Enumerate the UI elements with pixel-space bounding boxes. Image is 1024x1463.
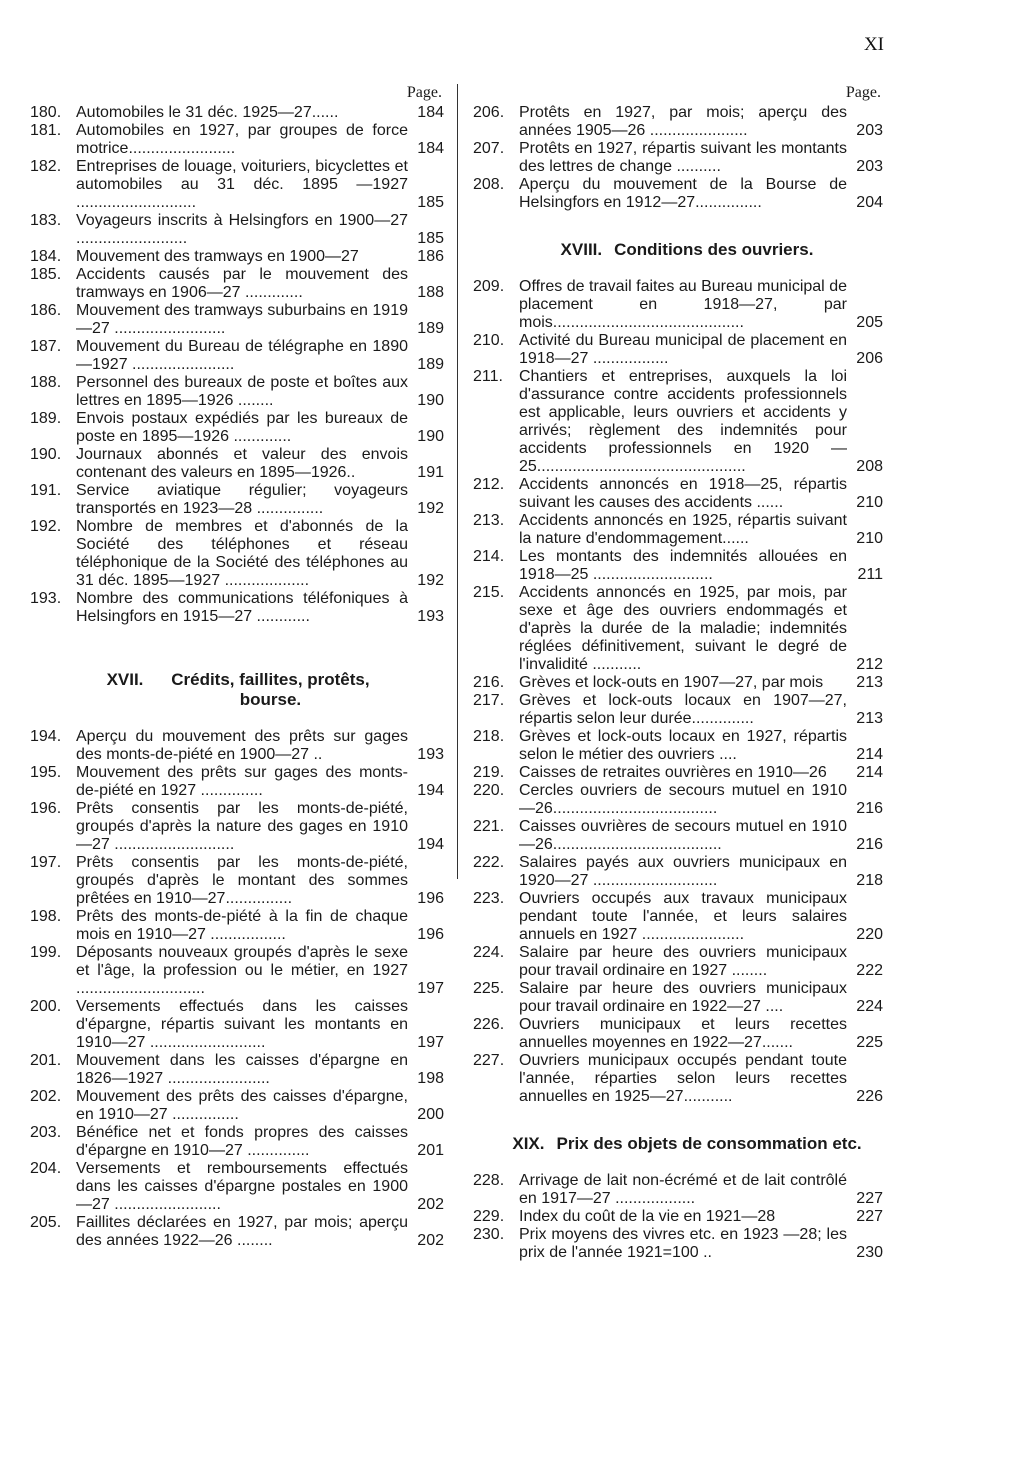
entry-number: 188. xyxy=(30,374,62,391)
toc-entry xyxy=(30,302,444,338)
entry-page: 213 xyxy=(856,674,883,691)
entry-page: 186 xyxy=(417,248,444,265)
entry-page: 220 xyxy=(856,926,883,943)
entry-page: 188 xyxy=(417,284,444,301)
entry-number: 196. xyxy=(30,800,62,817)
toc-entry xyxy=(30,764,444,800)
entry-title: Personnel des bureaux de poste et boîtes aux lettres en 1895—1926 ........ xyxy=(76,374,408,409)
entry-number: 222. xyxy=(473,854,505,871)
entry-number: 186. xyxy=(30,302,62,319)
toc-entry xyxy=(473,368,883,476)
entry-number: 194. xyxy=(30,728,62,745)
toc-entry xyxy=(473,1226,883,1262)
toc-entry xyxy=(30,104,444,122)
toc-entry xyxy=(30,338,444,374)
entry-title: Protêts en 1927, par mois; aperçu des années 1905—26 ...................... xyxy=(519,104,847,139)
toc-entry xyxy=(473,944,883,980)
toc-entry xyxy=(30,122,444,158)
entry-title: Mouvement des prêts des caisses d'épargne, en 1910—27 ............... xyxy=(76,1088,408,1123)
entry-title: Offres de travail faites au Bureau municipal de placement en 1918—27, par mois........................................... xyxy=(519,278,847,331)
entry-page: 203 xyxy=(856,122,883,139)
entry-number: 217. xyxy=(473,692,505,709)
section-roman-numeral: XIX. xyxy=(512,1134,545,1153)
entry-number: 228. xyxy=(473,1172,505,1189)
right-column xyxy=(473,84,883,1262)
entry-title: Voyageurs inscrits à Helsingfors en 1900—27 ......................... xyxy=(76,212,408,247)
entry-page: 184 xyxy=(417,104,444,121)
entry-title: Accidents annoncés en 1925, par mois, par sexe et âge des ouvriers endommagés et d'après la durée de la maladie; indemnités réglées définitivement, suivant le degré de l'invalidité ........... xyxy=(519,584,847,673)
entry-page: 224 xyxy=(856,998,883,1015)
entry-page: 194 xyxy=(417,782,444,799)
toc-entry xyxy=(30,158,444,212)
section-title: Conditions des ouvriers. xyxy=(614,240,814,259)
entry-page: 191 xyxy=(417,464,444,481)
toc-entry xyxy=(473,764,883,782)
left-column xyxy=(30,84,444,1250)
entry-list xyxy=(30,104,444,626)
entry-page: 190 xyxy=(417,428,444,445)
entry-page: 208 xyxy=(856,458,883,475)
entry-page: 225 xyxy=(856,1034,883,1051)
entry-number: 207. xyxy=(473,140,505,157)
entry-title: Mouvement des prêts sur gages des monts-de-piété en 1927 .............. xyxy=(76,764,408,799)
entry-title: Prêts consentis par les monts-de-piété, groupés d'après la nature des gages en 1910—27 ........................... xyxy=(76,800,408,853)
entry-number: 195. xyxy=(30,764,62,781)
toc-entry xyxy=(30,728,444,764)
entry-page: 213 xyxy=(856,710,883,727)
toc-entry xyxy=(30,248,444,266)
entry-number: 193. xyxy=(30,590,62,607)
entry-title: Automobiles le 31 déc. 1925—27...... xyxy=(76,104,339,121)
entry-title: Salaire par heure des ouvriers municipaux pour travail ordinaire en 1922—27 .... xyxy=(519,980,847,1015)
entry-number: 181. xyxy=(30,122,62,139)
toc-entry xyxy=(30,212,444,248)
toc-entry xyxy=(30,518,444,590)
entry-number: 213. xyxy=(473,512,505,529)
entry-title: Cercles ouvriers de secours mutuel en 1910—26..................................... xyxy=(519,782,847,817)
entry-number: 191. xyxy=(30,482,62,499)
entry-page: 226 xyxy=(856,1088,883,1105)
entry-page: 193 xyxy=(417,746,444,763)
entry-title: Mouvement des tramways suburbains en 1919—27 ......................... xyxy=(76,302,408,337)
toc-entry xyxy=(473,140,883,176)
toc-entry xyxy=(473,728,883,764)
entry-number: 180. xyxy=(30,104,62,121)
entry-page: 227 xyxy=(856,1190,883,1207)
toc-entry xyxy=(30,1214,444,1250)
toc-entry xyxy=(30,410,444,446)
toc-entry xyxy=(30,1124,444,1160)
toc-entry xyxy=(30,374,444,410)
toc-entry xyxy=(473,1208,883,1226)
entry-page: 206 xyxy=(856,350,883,367)
entry-title: Bénéfice net et fonds propres des caisses d'épargne en 1910—27 .............. xyxy=(76,1124,408,1159)
entry-number: 205. xyxy=(30,1214,62,1231)
toc-entry xyxy=(473,782,883,818)
entry-title: Automobiles en 1927, par groupes de force motrice........................ xyxy=(76,122,408,157)
entry-title: Grèves et lock-outs locaux en 1927, répartis selon le métier des ouvriers .... xyxy=(519,728,847,763)
entry-page: 196 xyxy=(417,926,444,943)
entry-title: Accidents annoncés en 1918—25, répartis suivant les causes des accidents ...... xyxy=(519,476,847,511)
toc-entry xyxy=(30,1160,444,1214)
entry-title: Mouvement dans les caisses d'épargne en 1826—1927 ....................... xyxy=(76,1052,408,1087)
entry-page: 184 xyxy=(417,140,444,157)
entry-number: 184. xyxy=(30,248,62,265)
toc-entry xyxy=(473,548,883,584)
entry-title: Index du coût de la vie en 1921—28 xyxy=(519,1208,776,1225)
toc-entry xyxy=(30,1052,444,1088)
entry-number: 230. xyxy=(473,1226,505,1243)
entry-page: 218 xyxy=(856,872,883,889)
entry-title: Versements effectués dans les caisses d'épargne, répartis suivant les montants en 1910—27 .......................... xyxy=(76,998,408,1051)
entry-number: 185. xyxy=(30,266,62,283)
toc-entry xyxy=(30,854,444,908)
toc-entry xyxy=(473,1172,883,1208)
page-number: XI xyxy=(863,34,884,55)
entry-page: 192 xyxy=(417,572,444,589)
entry-page: 197 xyxy=(417,1034,444,1051)
entry-number: 182. xyxy=(30,158,62,175)
entry-page: 202 xyxy=(417,1196,444,1213)
entry-title: Grèves et lock-outs locaux en 1907—27, répartis selon leur durée.............. xyxy=(519,692,847,727)
entry-number: 210. xyxy=(473,332,505,349)
entry-title: Les montants des indemnités allouées en 1918—25 ........................... xyxy=(519,548,847,583)
entry-page: 227 xyxy=(856,1208,883,1225)
toc-entry xyxy=(30,998,444,1052)
entry-title: Activité du Bureau municipal de placement en 1918—27 ................. xyxy=(519,332,847,367)
toc-entry xyxy=(473,674,883,692)
entry-title: Aperçu du mouvement des prêts sur gages des monts-de-piété en 1900—27 .. xyxy=(76,728,408,763)
entry-title: Salaires payés aux ouvriers municipaux en 1920—27 ............................ xyxy=(519,854,847,889)
entry-number: 226. xyxy=(473,1016,505,1033)
toc-entry xyxy=(30,800,444,854)
section-heading xyxy=(473,1134,883,1154)
entry-number: 225. xyxy=(473,980,505,997)
entry-page: 190 xyxy=(417,392,444,409)
section-title: Prix des objets de consommation etc. xyxy=(556,1134,862,1153)
entry-page: 192 xyxy=(417,500,444,517)
entry-number: 211. xyxy=(473,368,503,385)
entry-list xyxy=(30,728,444,1250)
toc-entry xyxy=(30,482,444,518)
entry-number: 218. xyxy=(473,728,505,745)
toc-entry xyxy=(473,1016,883,1052)
entry-title: Mouvement du Bureau de télégraphe en 1890—1927 ....................... xyxy=(76,338,408,373)
entry-title: Déposants nouveaux groupés d'après le sexe et l'âge, la profession ou le métier, en 1927 ............................. xyxy=(76,944,408,997)
toc-entry xyxy=(30,266,444,302)
entry-title: Caisses de retraites ouvrières en 1910—26 xyxy=(519,764,827,781)
section-heading xyxy=(30,670,444,710)
entry-page: 212 xyxy=(856,656,883,673)
toc-entry xyxy=(473,980,883,1016)
entry-number: 203. xyxy=(30,1124,62,1141)
entry-title: Grèves et lock-outs en 1907—27, par mois xyxy=(519,674,824,691)
toc-entry xyxy=(473,584,883,674)
entry-page: 230 xyxy=(856,1244,883,1261)
entry-number: 200. xyxy=(30,998,62,1015)
entry-page: 189 xyxy=(417,320,444,337)
entry-number: 204. xyxy=(30,1160,62,1177)
entry-number: 216. xyxy=(473,674,505,691)
column-divider xyxy=(457,84,458,879)
entry-number: 212. xyxy=(473,476,505,493)
section-heading xyxy=(473,240,883,260)
entry-title: Nombre des communications téléfoniques à Helsingfors en 1915—27 ............ xyxy=(76,590,408,625)
entry-number: 229. xyxy=(473,1208,505,1225)
entry-page: 214 xyxy=(856,746,883,763)
entry-number: 189. xyxy=(30,410,62,427)
entry-page: 200 xyxy=(417,1106,444,1123)
entry-title: Arrivage de lait non-écrémé et de lait contrôlé en 1917—27 .................. xyxy=(519,1172,847,1207)
entry-title: Prêts consentis par les monts-de-piété, groupés d'après le montant des sommes prêtées en 1910—27............... xyxy=(76,854,408,907)
entry-title: Entreprises de louage, voituriers, bicyclettes et automobiles au 31 déc. 1895 —1927 ........................... xyxy=(76,158,408,211)
entry-page: 189 xyxy=(417,356,444,373)
entry-number: 190. xyxy=(30,446,62,463)
entry-title: Ouvriers municipaux et leurs recettes annuelles moyennes en 1922—27....... xyxy=(519,1016,847,1051)
toc-entry xyxy=(473,692,883,728)
entry-number: 208. xyxy=(473,176,505,193)
entry-title: Envois postaux expédiés par les bureaux de poste en 1895—1926 ............. xyxy=(76,410,408,445)
entry-number: 199. xyxy=(30,944,62,961)
entry-page: 198 xyxy=(417,1070,444,1087)
entry-number: 227. xyxy=(473,1052,505,1069)
entry-title: Mouvement des tramways en 1900—27 xyxy=(76,248,359,265)
entry-number: 223. xyxy=(473,890,505,907)
section-title: Crédits, faillites, protêts, bourse. xyxy=(171,670,370,709)
toc-entry xyxy=(30,1088,444,1124)
toc-entry xyxy=(473,818,883,854)
entry-title: Nombre de membres et d'abonnés de la Société des téléphones et réseau téléphonique de la Société des téléphones au 31 déc. 1895—1927 ................... xyxy=(76,518,408,589)
entry-number: 197. xyxy=(30,854,62,871)
entry-title: Faillites déclarées en 1927, par mois; aperçu des années 1922—26 ........ xyxy=(76,1214,408,1249)
entry-page: 185 xyxy=(417,194,444,211)
entry-page: 222 xyxy=(856,962,883,979)
section-roman-numeral: XVII. xyxy=(106,670,144,689)
toc-entry xyxy=(30,446,444,482)
toc-entry xyxy=(473,512,883,548)
entry-page: 194 xyxy=(417,836,444,853)
entry-title: Service aviatique régulier; voyageurs transportés en 1923—28 ............... xyxy=(76,482,408,517)
entry-number: 224. xyxy=(473,944,505,961)
toc-entry xyxy=(473,890,883,944)
toc-entry xyxy=(473,1052,883,1106)
entry-page: 216 xyxy=(856,836,883,853)
entry-page: 197 xyxy=(417,980,444,997)
entry-title: Ouvriers municipaux occupés pendant toute l'année, réparties selon leurs recettes annuelles en 1925—27........... xyxy=(519,1052,847,1105)
entry-number: 206. xyxy=(473,104,505,121)
entry-page: 210 xyxy=(856,530,883,547)
entry-number: 221. xyxy=(473,818,505,835)
page-column-label: Page. xyxy=(406,84,442,101)
section-roman-numeral: XVIII. xyxy=(560,240,603,259)
toc-entry xyxy=(473,278,883,332)
toc-entry xyxy=(473,104,883,140)
entry-page: 185 xyxy=(417,230,444,247)
entry-page: 193 xyxy=(417,608,444,625)
entry-page: 196 xyxy=(417,890,444,907)
entry-page: 211 xyxy=(857,566,883,583)
entry-title: Journaux abonnés et valeur des envois contenant des valeurs en 1895—1926.. xyxy=(76,446,408,481)
entry-list xyxy=(473,1172,883,1262)
toc-entry xyxy=(30,908,444,944)
entry-number: 201. xyxy=(30,1052,62,1069)
entry-number: 214. xyxy=(473,548,505,565)
entry-number: 192. xyxy=(30,518,62,535)
toc-entry xyxy=(30,944,444,998)
entry-page: 202 xyxy=(417,1232,444,1249)
entry-page: 214 xyxy=(856,764,883,781)
entry-number: 220. xyxy=(473,782,505,799)
entry-number: 202. xyxy=(30,1088,62,1105)
entry-title: Caisses ouvrières de secours mutuel en 1910—26...................................... xyxy=(519,818,847,853)
toc-entry xyxy=(473,176,883,212)
entry-number: 187. xyxy=(30,338,62,355)
entry-title: Accidents annoncés en 1925, répartis suivant la nature d'endommagement...... xyxy=(519,512,847,547)
toc-entry xyxy=(473,476,883,512)
entry-title: Versements et remboursements effectués dans les caisses d'épargne postales en 1900—27 ........................ xyxy=(76,1160,408,1213)
entry-number: 183. xyxy=(30,212,62,229)
toc-entry xyxy=(473,332,883,368)
entry-list xyxy=(473,104,883,212)
entry-title: Protêts en 1927, répartis suivant les montants des lettres de change .......... xyxy=(519,140,847,175)
entry-page: 210 xyxy=(856,494,883,511)
entry-title: Salaire par heure des ouvriers municipaux pour travail ordinaire en 1927 ........ xyxy=(519,944,847,979)
entry-number: 215. xyxy=(473,584,505,601)
entry-number: 198. xyxy=(30,908,62,925)
toc-entry xyxy=(473,854,883,890)
entry-page: 216 xyxy=(856,800,883,817)
entry-title: Aperçu du mouvement de la Bourse de Helsingfors en 1912—27............... xyxy=(519,176,847,211)
entry-title: Prix moyens des vivres etc. en 1923 —28; les prix de l'année 1921=100 .. xyxy=(519,1226,847,1261)
entry-number: 219. xyxy=(473,764,505,781)
entry-title: Prêts des monts-de-piété à la fin de chaque mois en 1910—27 ................. xyxy=(76,908,408,943)
entry-page: 203 xyxy=(856,158,883,175)
entry-page: 205 xyxy=(856,314,883,331)
entry-page: 201 xyxy=(417,1142,444,1159)
entry-number: 209. xyxy=(473,278,505,295)
entry-title: Chantiers et entreprises, auxquels la loi d'assurance contre accidents professionnels est applicable, leurs ouvriers et accidents y arrivés; règlement des indemnités pour accidents professionnels en 1920 —25............................................... xyxy=(519,368,847,475)
page-column-label: Page. xyxy=(845,84,881,101)
entry-title: Ouvriers occupés aux travaux municipaux pendant toute l'année, et leurs salaires annuels en 1927 ....................... xyxy=(519,890,847,943)
toc-entry xyxy=(30,590,444,626)
entry-list xyxy=(473,278,883,1106)
entry-page: 204 xyxy=(856,194,883,211)
entry-title: Accidents causés par le mouvement des tramways en 1906—27 ............. xyxy=(76,266,408,301)
